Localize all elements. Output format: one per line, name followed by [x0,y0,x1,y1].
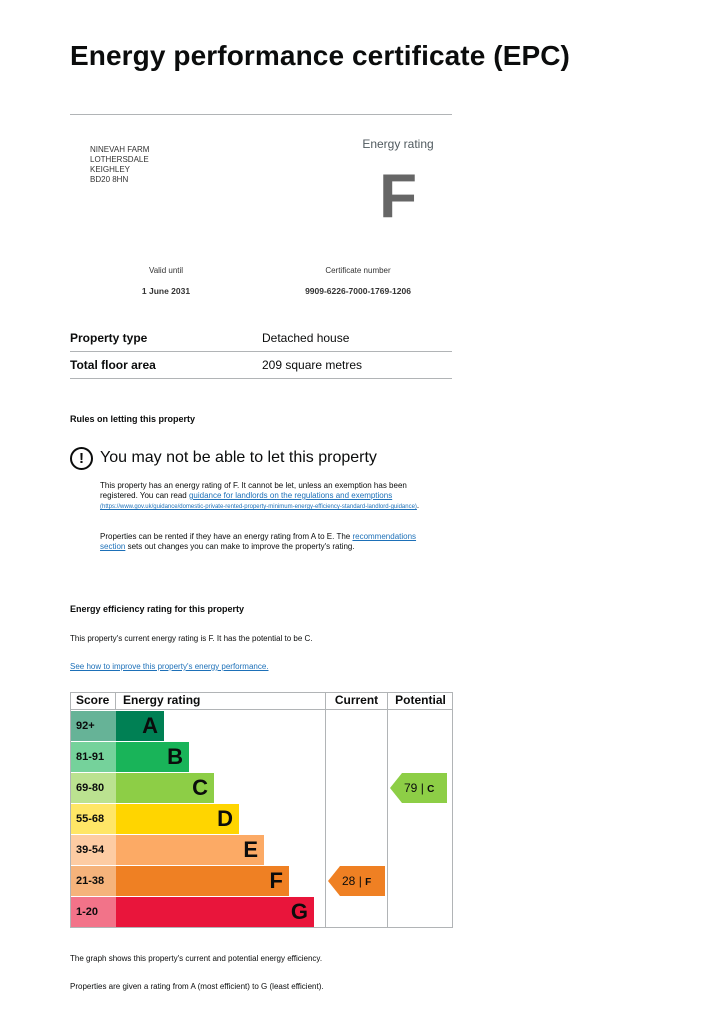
band-letter-f: F [269,868,283,893]
current-score-value: 28 [342,874,356,888]
potential-rating-arrow [390,773,447,803]
valid-until-label: Valid until [148,266,184,275]
band-letter-c: C [192,775,208,800]
band-letter-g: G [290,899,308,924]
efficiency-summary: This property's current energy rating is F. It has the potential to be C. [70,634,313,643]
landlord-guidance-link[interactable]: guidance for landlords on the regulations and exemptions [188,491,393,500]
rental-text-end: sets out changes you can make to improve the property's rating. [125,542,355,551]
energy-rating-label: Energy rating [362,137,434,151]
band-letter-d: D [217,806,233,831]
warning-title: You may not be able to let this property [100,449,377,466]
band-score-g: 1-20 [71,897,116,927]
letting-paragraph [100,481,435,512]
current-separator: | [355,874,366,888]
address-line: LOTHERSDALE [90,155,149,164]
property-address [90,145,149,185]
certificate-number-label: Certificate number [325,266,391,275]
rating-explanation: Properties are given a rating from A (most efficient) to G (least efficient). [70,982,324,991]
energy-rating-letter: F [379,162,417,231]
band-bar-a [116,711,164,741]
band-letter-e: E [243,837,258,862]
letting-text-end: . [416,501,420,510]
column-divider [325,692,326,928]
guidance-url[interactable]: (https://www.gov.uk/guidance/domestic-private-rented-property-minimum-energy-efficiency-standard-landlord-guidance) [100,504,417,510]
letting-heading: Rules on letting this property [70,414,196,424]
band-score-f: 21-38 [71,866,116,896]
property-type-value: Detached house [262,331,350,345]
band-score-e: 39-54 [71,835,116,865]
page-title: Energy performance certificate (EPC) [70,40,570,71]
warning-icon: ! [70,447,93,470]
floor-area-value: 209 square metres [262,358,363,372]
efficiency-heading: Energy efficiency rating for this property [70,604,245,614]
floor-area-label: Total floor area [70,358,156,372]
band-bar-b [116,742,189,772]
column-divider [387,692,388,928]
header-energy-rating: Energy rating [123,693,201,707]
rental-paragraph [100,532,435,552]
graph-caption: The graph shows this property's current and potential energy efficiency. [70,954,323,963]
divider [70,351,452,352]
current-rating-arrow [328,866,385,896]
property-type-label: Property type [70,331,148,345]
band-bar-f [116,866,289,896]
band-score-a: 92+ [71,711,116,741]
divider [70,114,452,115]
certificate-number-value: 9909-6226-7000-1769-1206 [305,286,411,296]
recommendations-link[interactable]: recommendations section [100,532,417,551]
band-bar-d [116,804,239,834]
band-score-b: 81-91 [71,742,116,772]
address-line: NINEVAH FARM [90,145,150,154]
divider [70,378,452,379]
header-score: Score [76,693,110,707]
band-score-c: 69-80 [71,773,116,803]
potential-arrow-label [404,773,434,805]
letting-text: This property has an energy rating of F. It cannot be let, unless an exemption has been registered. You can read [100,481,407,500]
header-potential: Potential [395,693,446,707]
band-letter-a: A [142,713,158,738]
band-bar-c [116,773,214,803]
column-divider [115,692,116,710]
header-current: Current [334,693,379,707]
current-arrow-label [342,866,371,898]
current-score-letter: F [365,877,372,888]
valid-until-value: 1 June 2031 [141,286,191,296]
potential-score-letter: C [427,784,435,795]
rental-text: Properties can be rented if they have an energy rating from A to E. The [100,532,353,541]
band-letter-b: B [167,744,183,769]
potential-separator: | [417,781,428,795]
improve-performance-link[interactable]: See how to improve this property's energy performance. [70,662,269,671]
address-line: KEIGHLEY [90,165,131,174]
band-bar-g [116,897,314,927]
band-score-d: 55-68 [71,804,116,834]
potential-score-value: 79 [404,781,418,795]
band-bar-e [116,835,264,865]
energy-rating-chart [70,692,453,928]
address-line: BD20 8HN [90,175,129,184]
header-divider [70,709,453,710]
